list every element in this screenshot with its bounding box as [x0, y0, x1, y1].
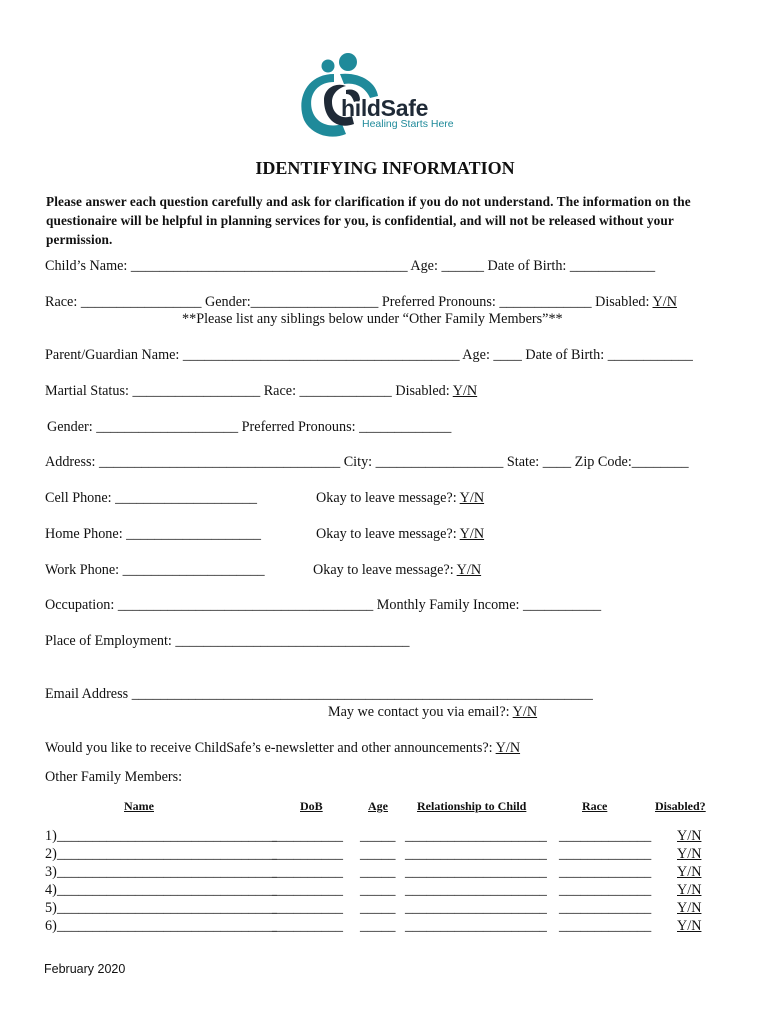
newsletter-question	[45, 740, 520, 757]
member-name-field[interactable]: _______________________________	[57, 918, 277, 934]
parent-disabled-yn[interactable]: Y/N	[452, 383, 478, 399]
row-number: 6)	[45, 918, 57, 934]
member-dob-field[interactable]: __________	[272, 882, 343, 898]
row-number: 4)	[45, 882, 57, 898]
child-disabled-yn[interactable]: Y/N	[652, 294, 677, 310]
member-race-field[interactable]: _____________	[559, 900, 652, 916]
member-race-field[interactable]: _____________	[559, 864, 652, 880]
home-phone-field[interactable]: Home Phone: ___________________	[45, 526, 261, 542]
member-race-field[interactable]: _____________	[559, 846, 652, 862]
member-disabled-yn[interactable]: Y/N	[677, 918, 702, 934]
member-age-field[interactable]: _____	[360, 828, 396, 844]
member-name-field[interactable]: _______________________________	[57, 846, 277, 862]
cell-message-question	[316, 490, 484, 507]
row-number: 2)	[45, 846, 57, 862]
parent-marital-label: Martial Status: __________________ Race: _____________ Disabled:	[45, 383, 453, 399]
row-number: 1)	[45, 828, 57, 844]
home-message-label: Okay to leave message?:	[316, 526, 460, 542]
member-name-field[interactable]: _______________________________	[57, 864, 277, 880]
siblings-note: **Please list any siblings below under “Other Family Members”**	[182, 311, 563, 327]
member-race-field[interactable]: _____________	[559, 918, 652, 934]
member-relationship-field[interactable]: ____________________	[405, 918, 547, 934]
member-relationship-field[interactable]: ____________________	[405, 900, 547, 916]
member-dob-field[interactable]: __________	[272, 900, 343, 916]
address-line[interactable]: Address: __________________________________ City: __________________ State: ____ Zip Code:________	[45, 454, 689, 470]
logo-wordmark: hildSafe	[341, 95, 429, 121]
parent-name-line[interactable]: Parent/Guardian Name: _______________________________________ Age: ____ Date of Birth: ____________	[45, 347, 693, 363]
home-message-yn[interactable]: Y/N	[459, 526, 485, 542]
member-name-field[interactable]: _______________________________	[57, 882, 277, 898]
member-relationship-field[interactable]: ____________________	[405, 846, 547, 862]
page-title: IDENTIFYING INFORMATION	[255, 158, 515, 178]
work-phone-field[interactable]: Work Phone: ____________________	[45, 562, 265, 578]
col-race-header: Race	[582, 799, 608, 813]
col-name-header: Name	[124, 799, 154, 813]
col-relationship-header: Relationship to Child	[417, 799, 527, 813]
intro-paragraph: Please answer each question carefully and ask for clarification if you do not understand. The information on the questionaire will be helpful in planning services for you, is confidential, and will not be released without your permission.	[46, 194, 691, 247]
member-age-field[interactable]: _____	[360, 882, 396, 898]
member-name-field[interactable]: _______________________________	[57, 828, 277, 844]
col-disabled-header: Disabled?	[655, 799, 706, 813]
member-relationship-field[interactable]: ____________________	[405, 828, 547, 844]
member-disabled-yn[interactable]: Y/N	[677, 900, 702, 916]
col-dob-header: DoB	[300, 799, 323, 813]
email-field[interactable]: Email Address _________________________________________________________________	[45, 686, 593, 702]
member-age-field[interactable]: _____	[360, 864, 396, 880]
work-message-question	[313, 562, 481, 579]
cell-message-label: Okay to leave message?:	[316, 490, 460, 506]
newsletter-label: Would you like to receive ChildSafe’s e-newsletter and other announcements?:	[45, 740, 496, 756]
work-message-label: Okay to leave message?:	[313, 562, 457, 578]
col-age-header: Age	[368, 799, 388, 813]
work-message-yn[interactable]: Y/N	[456, 562, 482, 578]
member-disabled-yn[interactable]: Y/N	[677, 828, 702, 844]
newsletter-yn[interactable]: Y/N	[495, 740, 521, 756]
member-disabled-yn[interactable]: Y/N	[677, 882, 702, 898]
logo-tagline: Healing Starts Here	[362, 118, 454, 130]
row-number: 3)	[45, 864, 57, 880]
occupation-line[interactable]: Occupation: ____________________________________ Monthly Family Income: ___________	[45, 597, 602, 613]
parent-marital-line[interactable]	[45, 383, 477, 400]
cell-message-yn[interactable]: Y/N	[459, 490, 485, 506]
member-race-field[interactable]: _____________	[559, 882, 652, 898]
member-age-field[interactable]: _____	[360, 846, 396, 862]
other-family-heading: Other Family Members:	[45, 769, 183, 785]
member-age-field[interactable]: _____	[360, 918, 396, 934]
email-contact-label: May we contact you via email?:	[328, 704, 513, 720]
row-number: 5)	[45, 900, 57, 916]
child-name-line[interactable]: Child’s Name: _______________________________________ Age: ______ Date of Birth: ____________	[45, 258, 656, 274]
home-message-question	[316, 526, 484, 543]
member-dob-field[interactable]: __________	[272, 864, 343, 880]
member-relationship-field[interactable]: ____________________	[405, 864, 547, 880]
employment-line[interactable]: Place of Employment: _________________________________	[45, 633, 410, 649]
child-race-label: Race: _________________ Gender:__________________ Preferred Pronouns: _____________ Disabled:	[45, 294, 653, 310]
member-dob-field[interactable]: __________	[272, 918, 343, 934]
member-disabled-yn[interactable]: Y/N	[677, 846, 702, 862]
member-race-field[interactable]: _____________	[559, 828, 652, 844]
member-disabled-yn[interactable]: Y/N	[677, 864, 702, 880]
email-contact-question	[328, 704, 537, 721]
footer-date: February 2020	[44, 962, 126, 976]
child-race-line[interactable]	[45, 294, 677, 311]
member-dob-field[interactable]: __________	[272, 828, 343, 844]
member-age-field[interactable]: _____	[360, 900, 396, 916]
cell-phone-field[interactable]: Cell Phone: ____________________	[45, 490, 258, 506]
email-contact-yn[interactable]: Y/N	[512, 704, 538, 720]
member-name-field[interactable]: _______________________________	[57, 900, 277, 916]
member-relationship-field[interactable]: ____________________	[405, 882, 547, 898]
member-dob-field[interactable]: __________	[272, 846, 343, 862]
parent-gender-line[interactable]: Gender: ____________________ Preferred Pronouns: _____________	[47, 419, 452, 435]
